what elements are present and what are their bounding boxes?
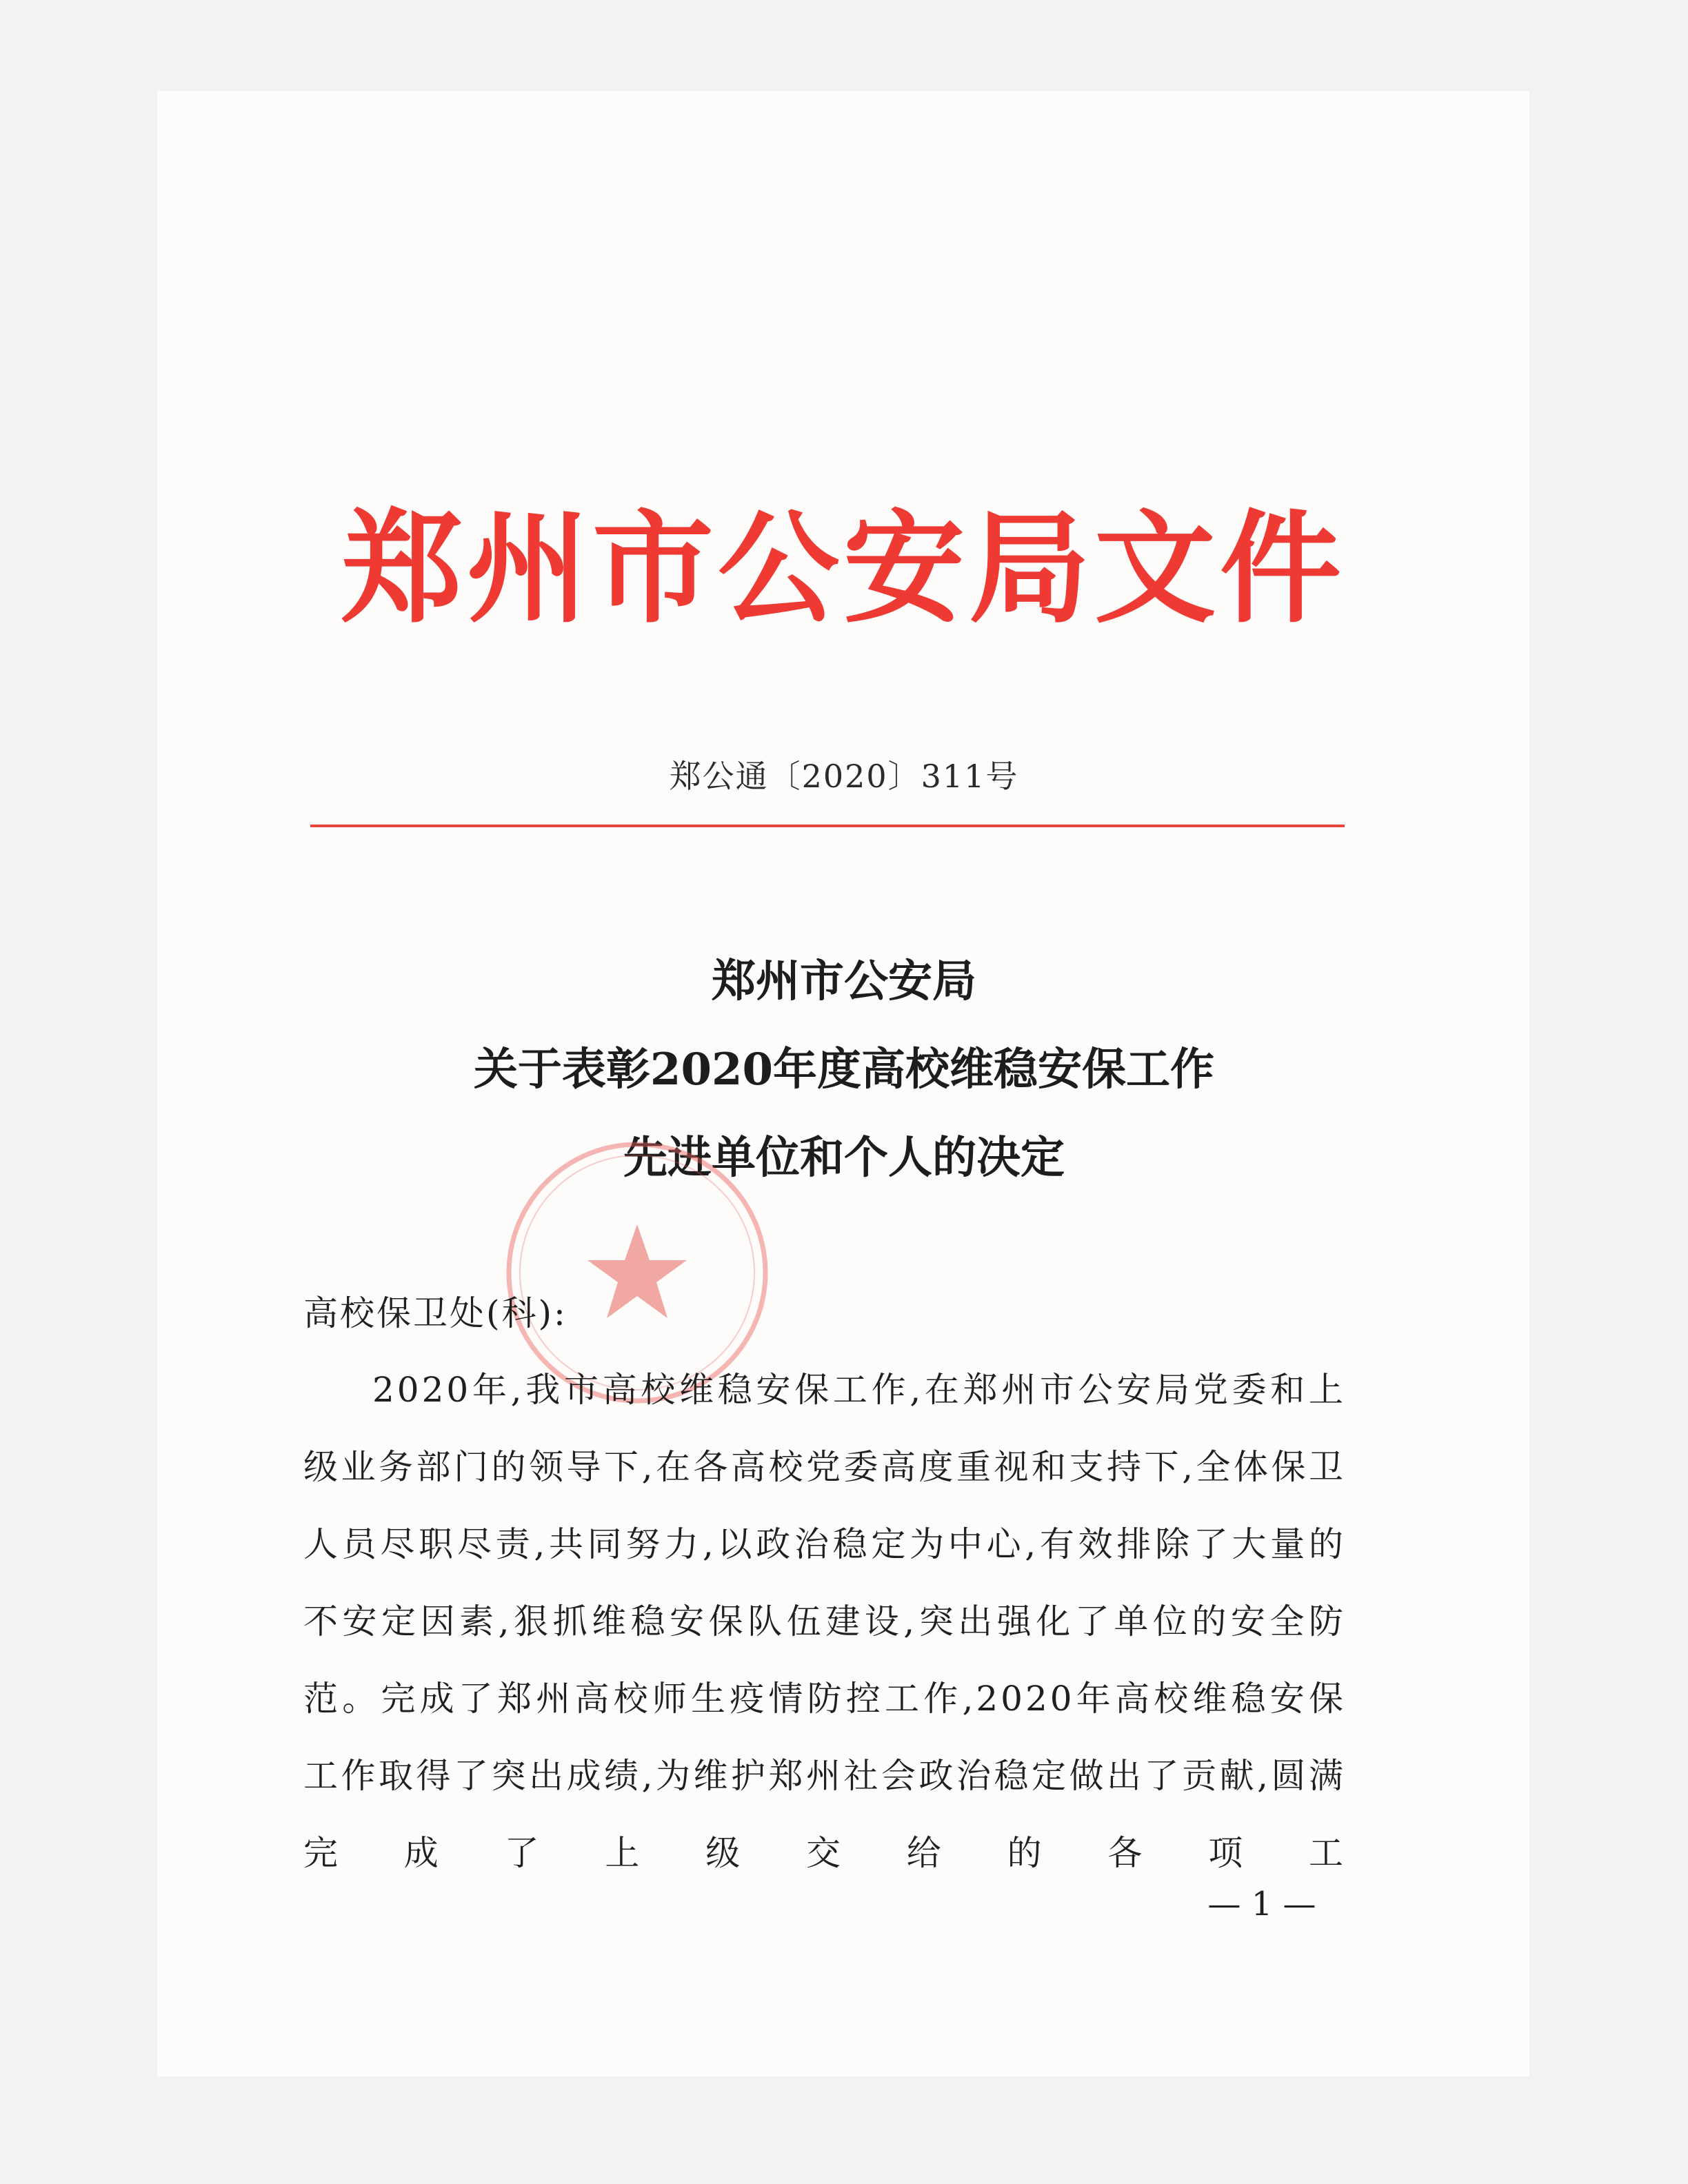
document-number: 郑公通〔2020〕311号 xyxy=(669,758,1019,795)
title-line-1: 郑州市公安局 xyxy=(712,956,976,1007)
salutation: 高校保卫处(科): xyxy=(303,1293,567,1333)
document-body xyxy=(303,1275,1346,1892)
title-line-3: 先进单位和个人的决定 xyxy=(623,1132,1065,1184)
body-paragraph: 2020年,我市高校维稳安保工作,在郑州市公安局党委和上级业务部门的领导下,在各高校党委高度重视和支持下,全体保卫人员尽职尽责,共同努力,以政治稳定为中心,有效排除了大量的不安定因素,狠抓维稳安保队伍建设,突出强化了单位的安全防范。完成了郑州高校师生疫情防控工作,2020年高校维稳安保工作取得了突出成绩,为维护郑州社会政治稳定做出了贡献,圆满完成了上级交给的各项工 xyxy=(303,1370,1346,1873)
page-number: — 1 — xyxy=(1207,1885,1316,1923)
title-line-2: 关于表彰2020年度高校维稳安保工作 xyxy=(473,1044,1215,1095)
red-divider-line xyxy=(310,825,1345,827)
document-masthead: 郑州市公安局文件 xyxy=(341,498,1345,640)
document-title xyxy=(0,938,1688,1202)
